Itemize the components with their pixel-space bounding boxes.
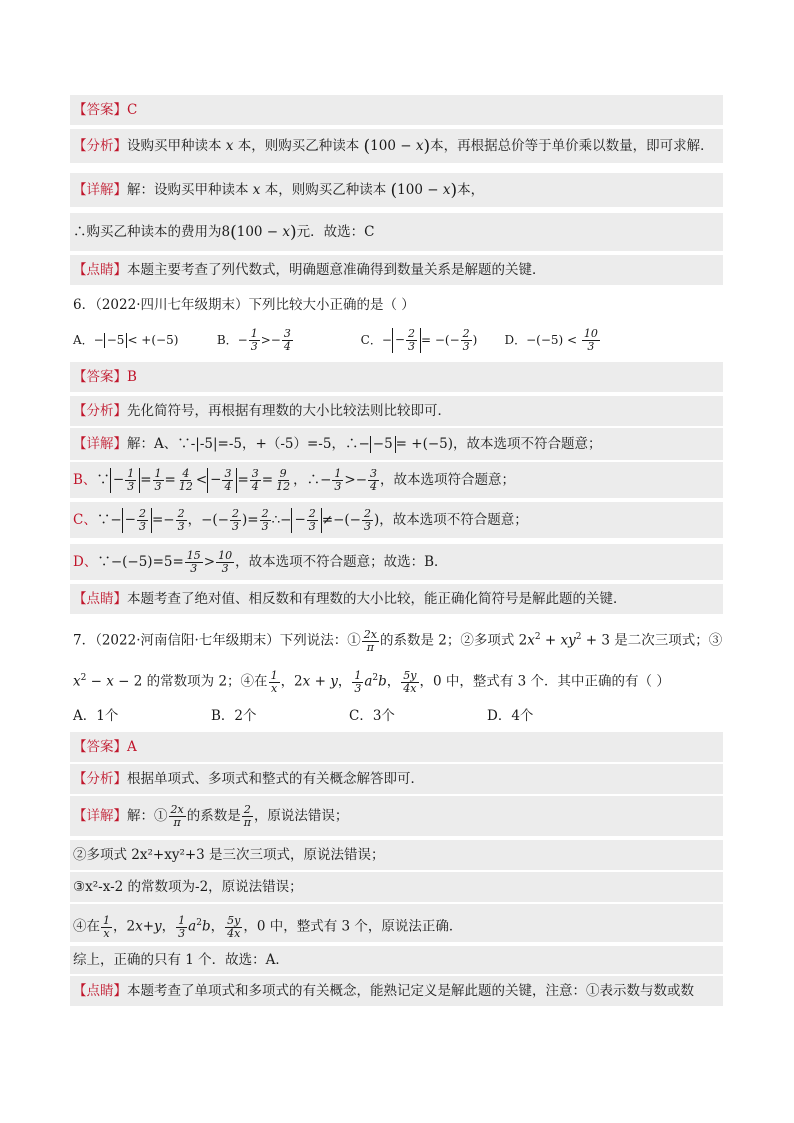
q5-detail-row: 【详解】解：设购买甲种读本 x 本，则购买乙种读本 (100 − x)本， bbox=[70, 173, 723, 207]
q6-answer-row: 【答案】B bbox=[70, 362, 723, 392]
q5-comment-row: 【点睛】本题主要考查了列代数式，明确题意准确得到数量关系是解题的关键． bbox=[70, 255, 723, 285]
q7-option-a: A．1个 bbox=[73, 708, 119, 724]
q5-answer-row bbox=[70, 95, 723, 125]
q6-comment-row: 【点睛】本题考查了绝对值、相反数和有理数的大小比较，能正确化简符号是解此题的关键． bbox=[70, 584, 723, 614]
q7-option-c: C．3个 bbox=[349, 708, 395, 724]
q7-detail-2: ②多项式 2x²+xy²+3 是三次三项式，原说法错误； bbox=[70, 840, 723, 870]
q6-option-b: B．− $\frac{1}{3}$ >− $\frac{3}{4}$ bbox=[216, 327, 291, 353]
q6-option-c: C．− − $\frac{2}{3}$ = −(− $\frac{2}{3}$ ) bbox=[360, 327, 478, 353]
q7-options bbox=[70, 702, 723, 730]
q7-analysis-row: 【分析】根据单项式、多项式和整式的有关概念解答即可． bbox=[70, 764, 723, 794]
detail-tag: 【详解】 bbox=[73, 182, 127, 198]
q7-detail-4: ④在 $\frac{1}{x}$ ，2x+y， $\frac{1}{3}$ $a^2b$， $\frac{5y}{4x}$ ，0 中，整式有 3 个，原说法正确． bbox=[70, 904, 723, 942]
q6-analysis-row: 【分析】先化简符号，再根据有理数的大小比较法则比较即可． bbox=[70, 396, 723, 426]
q7-option-d: D．4个 bbox=[487, 708, 534, 724]
q6-detail-a: 【详解】解：A、∵-|-5|=-5，+（-5）=-5，∴− −5 = +(−5)，故本选项不符合题意； bbox=[70, 428, 723, 460]
q6-option-d: D．−(−5) < $\frac{10}{3}$ bbox=[504, 327, 598, 353]
comment-tag: 【点睛】 bbox=[73, 262, 127, 278]
q7-stem-line2: $x^2 - x - 2$ 的常数项为 2；④在 $\frac{1}{x}$ ，2x + y， $\frac{1}{3}$ $a^2b$， $\frac{5y}{4x}$ ，0 中，整式有 3 个．其中正确的有（ ） bbox=[73, 668, 670, 695]
q7-answer-row: 【答案】A bbox=[70, 732, 723, 762]
q5-analysis-row: 【分析】设购买甲种读本 x 本，则购买乙种读本 (100 − x)本，再根据总价等于单价乘以数量，即可求解． bbox=[70, 129, 723, 163]
answer-tag: 【答案】 bbox=[73, 102, 127, 118]
q7-option-b: B．2个 bbox=[211, 708, 257, 724]
q7-detail-3: ③x²-x-2 的常数项为-2，原说法错误； bbox=[70, 872, 723, 902]
q7-comment-row: 【点睛】本题考查了单项式和多项式的有关概念，能熟记定义是解此题的关键，注意：①表示数与数或数 bbox=[70, 976, 723, 1006]
q6-detail-d: D、∵−(−5)=5= $\frac{15}{3}$ > $\frac{10}{3}$ ，故本选项不符合题意；故选：B． bbox=[70, 544, 723, 580]
q7-summary: 综上，正确的只有 1 个．故选：A． bbox=[70, 946, 723, 974]
q5-cost-row: ∴购买乙种读本的费用为8(100 − x)元．故选：C bbox=[70, 213, 723, 251]
q6-detail-b: B、∵ − $\frac{1}{3}$ = $\frac{1}{3}$ = $\frac{4}{12}$ < − $\frac{3}{4}$ = $\frac{3}{4}$ = $\frac{9}{12}$ ，∴− $\frac{1}{3}$ >− $\frac{3}{4}$ ，故本选项符合题意； bbox=[70, 462, 723, 498]
q7-detail-1: 【详解】解：① $\frac{2x}{\pi}$ 的系数是 $\frac{2}{\pi}$ ，原说法错误； bbox=[70, 796, 723, 836]
q7-stem-line1: 7．（2022·河南信阳·七年级期末）下列说法：① $\frac{2x}{\pi}$ 的系数是 2；②多项式 $2x^2 + xy^2 + 3$ 是二次三项式；③ bbox=[73, 627, 723, 654]
q6-detail-c: C、∵− − $\frac{2}{3}$ =− $\frac{2}{3}$ ，−(− $\frac{2}{3}$ )= $\frac{2}{3}$ ∴− − $\frac{2}{3}$ ≠−(− $\frac{2}{3}$ )，故本选项不符合题意； bbox=[70, 502, 723, 538]
q6-options bbox=[70, 322, 723, 358]
answer-value: C bbox=[127, 102, 138, 118]
q6-stem: 6．（2022·四川七年级期末）下列比较大小正确的是（ ） bbox=[73, 297, 415, 313]
analysis-tag: 【分析】 bbox=[73, 138, 127, 154]
q6-option-a: A．− −5 < +(−5) bbox=[73, 332, 179, 347]
